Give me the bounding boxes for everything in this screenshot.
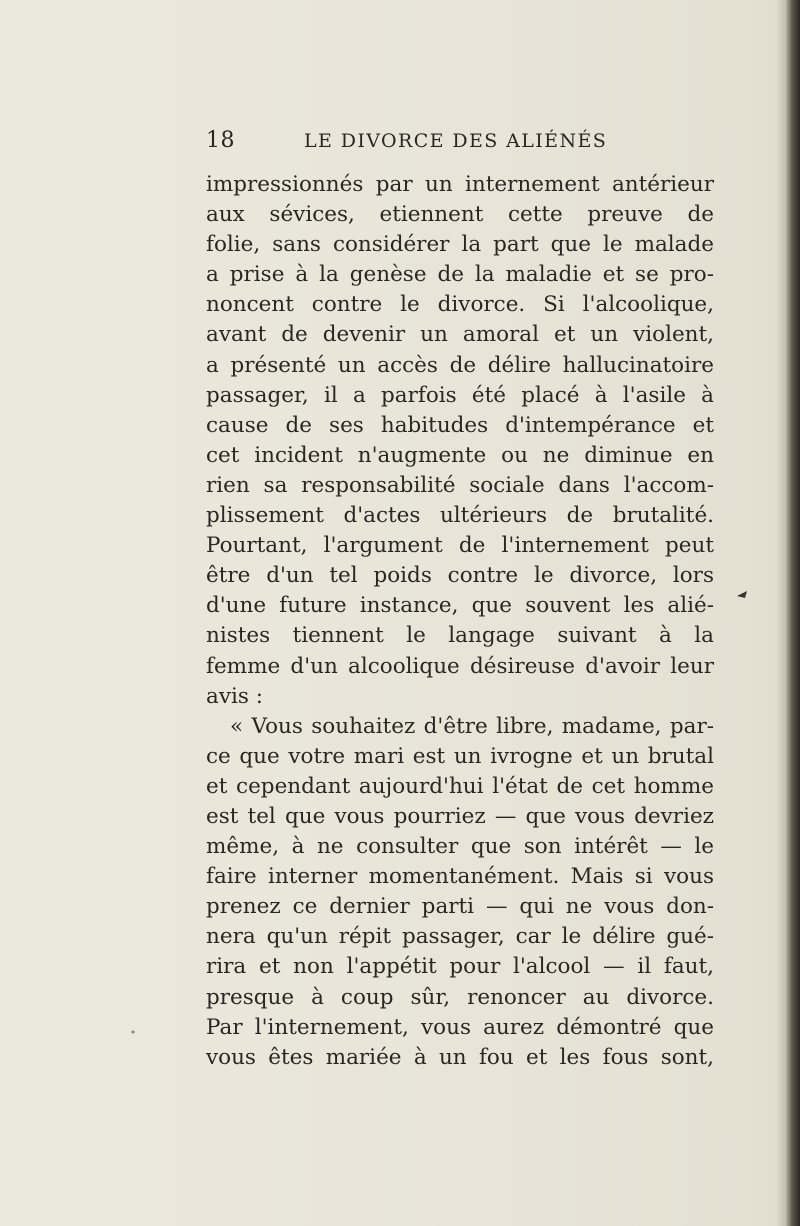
text-line: Par l'internement, vous aurez démontré que — [206, 1014, 714, 1040]
text-line: femme d'un alcoolique désireuse d'avoir leur — [206, 653, 714, 679]
text-line: cet incident n'augmente ou ne diminue en — [206, 442, 714, 468]
text-line: a prise à la genèse de la maladie et se pro- — [206, 262, 714, 288]
text-line: cause de ses habitudes d'intempérance et — [206, 412, 714, 438]
text-line: d'une future instance, que souvent les alié- — [206, 593, 714, 619]
text-line: plissement d'actes ultérieurs de brutalité. — [206, 503, 714, 529]
text-line: passager, il a parfois été placé à l'asile à — [206, 382, 714, 408]
text-line: noncent contre le divorce. Si l'alcoolique, — [206, 292, 714, 318]
text-line: prenez ce dernier parti — qui ne vous don- — [206, 894, 714, 920]
text-line: rien sa responsabilité sociale dans l'accom- — [206, 472, 714, 498]
text-line: impressionnés par un internement antérieur — [206, 172, 714, 197]
text-line: être d'un tel poids contre le divorce, lors — [206, 563, 714, 589]
text-line: folie, sans considérer la part que le malade — [206, 232, 714, 258]
text-line: même, à ne consulter que son intérêt — le — [206, 834, 714, 860]
text-line: aux sévices, etiennent cette preuve de — [206, 202, 714, 228]
text-line: ce que votre mari est un ivrogne et un brutal — [206, 743, 714, 769]
page-number: 18 — [206, 128, 235, 153]
text-line: est tel que vous pourriez — que vous devriez — [206, 803, 714, 829]
page-header — [206, 128, 626, 162]
text-line: « Vous souhaitez d'être libre, madame, par- — [230, 713, 714, 739]
running-head: LE DIVORCE DES ALIÉNÉS — [304, 130, 608, 152]
text-line: Pourtant, l'argument de l'internement peut — [206, 533, 714, 559]
text-line: et cependant aujourd'hui l'état de cet homme — [206, 773, 714, 799]
body-text — [206, 170, 714, 1073]
paper-speck — [132, 1031, 135, 1034]
text-line: faire interner momentanément. Mais si vous — [206, 864, 714, 890]
paper-speck — [737, 591, 747, 598]
text-line: nistes tiennent le langage suivant à la — [206, 623, 714, 649]
text-line: avant de devenir un amoral et un violent, — [206, 322, 714, 348]
text-line: vous êtes mariée à un fou et les fous sont, — [206, 1044, 714, 1070]
text-line: rira et non l'appétit pour l'alcool — il faut, — [206, 954, 714, 980]
text-line: nera qu'un répit passager, car le délire gué- — [206, 924, 714, 950]
text-line: presque à coup sûr, renoncer au divorce. — [206, 984, 714, 1010]
text-line: a présenté un accès de délire hallucinatoire — [206, 352, 714, 378]
text-line: avis : — [206, 683, 263, 709]
